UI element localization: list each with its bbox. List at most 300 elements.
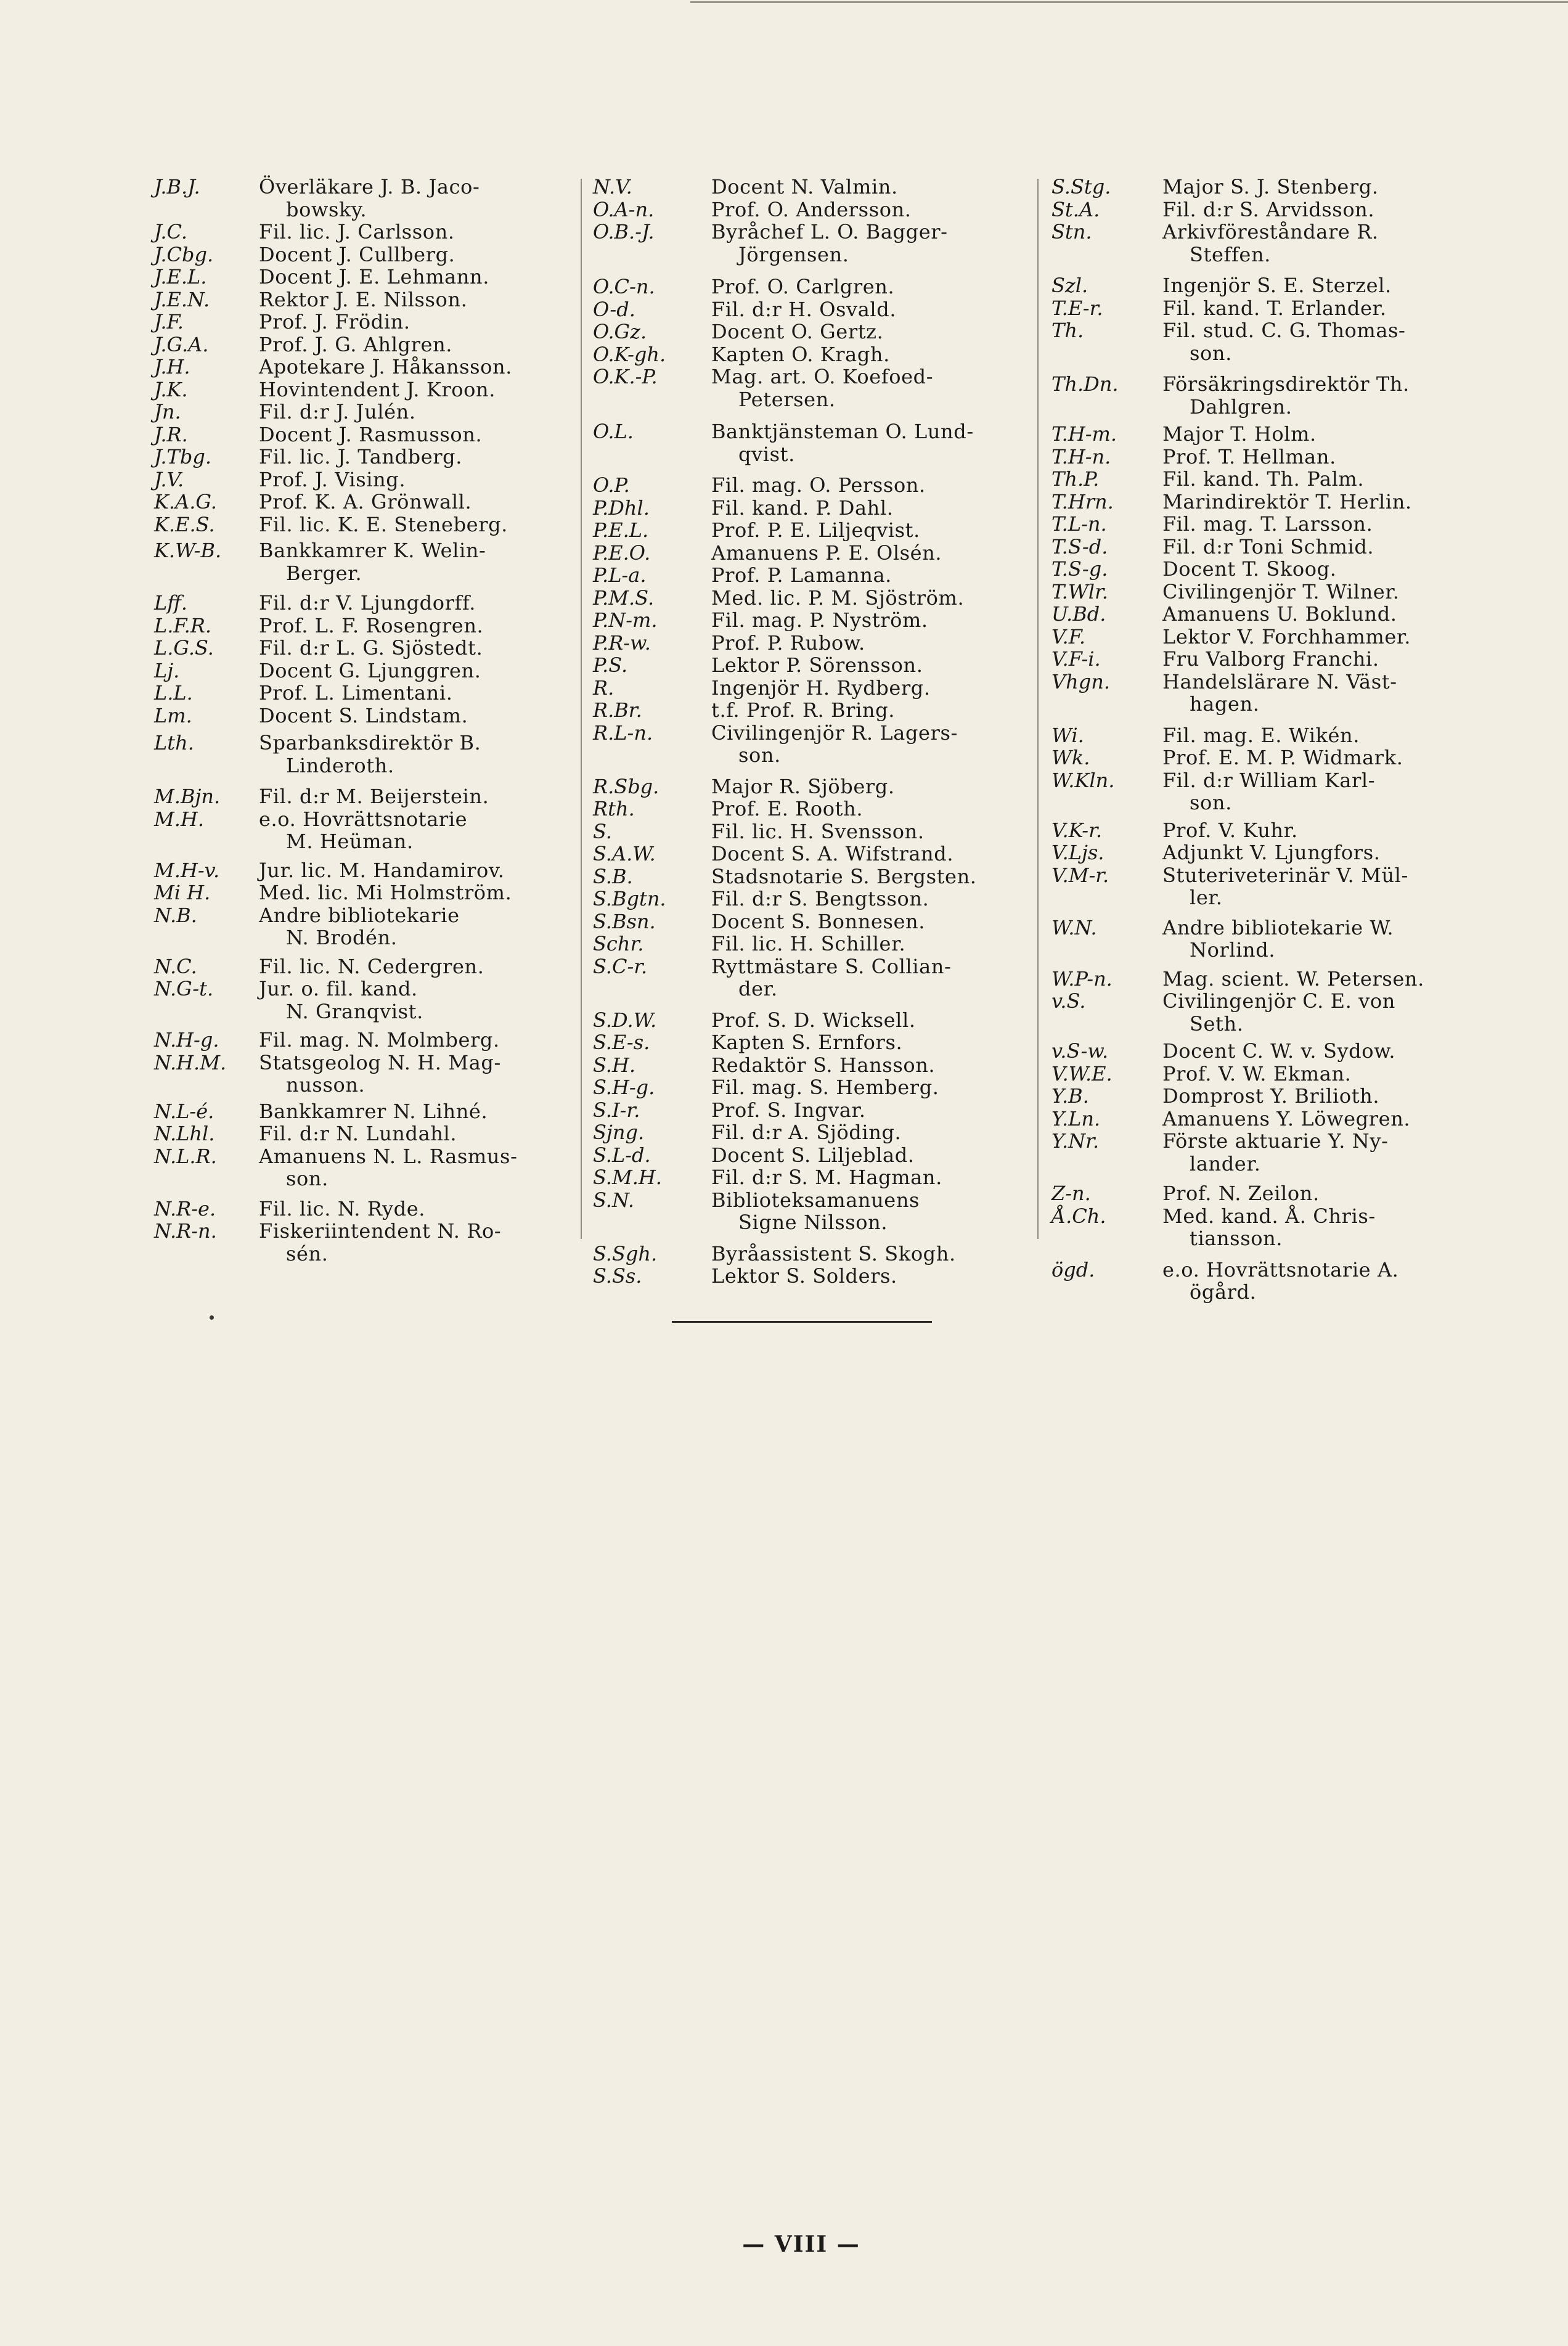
entry-full-name: Civilingenjör T. Wilner.: [1162, 579, 1400, 603]
entry-abbreviation: P.R-w.: [593, 631, 651, 655]
entry-full-name: Fil. mag. P. Nyström.: [711, 608, 928, 632]
abbreviation-entry: [593, 321, 1024, 343]
abbreviation-entry: [1051, 671, 1501, 716]
abbreviation-column-1: [154, 176, 579, 1265]
entry-abbreviation: Lff.: [154, 591, 188, 615]
entry-full-name: Fil. d:r William Karl- son.: [1162, 768, 1376, 814]
abbreviation-entry: [154, 1220, 579, 1265]
abbreviation-entry: [1051, 968, 1501, 991]
abbreviation-entry: [154, 266, 579, 288]
entry-full-name: Docent S. Bonnesen.: [711, 909, 926, 933]
entry-abbreviation: W.Kln.: [1051, 768, 1115, 792]
entry-abbreviation: P.N-m.: [593, 608, 658, 632]
entry-abbreviation: S.Ss.: [593, 1264, 642, 1288]
entry-abbreviation: S.N.: [593, 1188, 635, 1212]
abbreviation-entry: [154, 1122, 579, 1145]
abbreviation-entry: [154, 288, 579, 311]
entry-abbreviation: ögd.: [1051, 1257, 1095, 1281]
entry-full-name: Prof. P. E. Liljeqvist.: [711, 518, 920, 542]
abbreviation-entry: [1051, 373, 1501, 418]
entry-full-name: Ryttmästare S. Collian- der.: [711, 954, 952, 1000]
entry-abbreviation: V.K-r.: [1051, 818, 1103, 842]
entry-abbreviation: Lm.: [154, 703, 192, 727]
entry-full-name: e.o. Hovrättsnotarie M. Heüman.: [259, 807, 468, 853]
abbreviation-entry: [154, 637, 579, 660]
abbreviation-entry: [593, 1031, 1024, 1054]
entry-full-name: Lektor P. Sörensson.: [711, 653, 923, 677]
entry-full-name: Statsgeolog N. H. Mag- nusson.: [259, 1050, 501, 1097]
entry-full-name: Med. lic. P. M. Sjöström.: [711, 586, 965, 610]
entry-abbreviation: Lth.: [154, 731, 194, 754]
entry-full-name: Lektor V. Forchhammer.: [1162, 624, 1411, 648]
entry-full-name: Prof. S. D. Wicksell.: [711, 1008, 916, 1032]
abbreviation-entry: [593, 1243, 1024, 1265]
entry-abbreviation: Y.Nr.: [1051, 1129, 1100, 1153]
entry-abbreviation: Lj.: [154, 658, 180, 682]
abbreviation-entry: [1051, 513, 1501, 536]
entry-full-name: Rektor J. E. Nilsson.: [259, 287, 468, 311]
entry-full-name: Prof. L. Limentani.: [259, 681, 453, 705]
entry-abbreviation: S.A.W.: [593, 842, 656, 865]
entry-full-name: Prof. S. Ingvar.: [711, 1098, 866, 1122]
entry-full-name: Fil. d:r H. Osvald.: [711, 297, 897, 321]
entry-abbreviation: S.H-g.: [593, 1076, 655, 1099]
abbreviation-entry: [1051, 769, 1501, 814]
entry-full-name: Andre bibliotekarie N. Brodén.: [259, 903, 460, 949]
abbreviation-entry: [154, 423, 579, 446]
entry-full-name: Apotekare J. Håkansson.: [259, 355, 512, 378]
entry-full-name: Överläkare J. B. Jaco- bowsky.: [259, 175, 480, 221]
entry-full-name: Docent T. Skoog.: [1162, 557, 1337, 581]
entry-full-name: Prof. J. Frödin.: [259, 310, 410, 333]
entry-abbreviation: Th.Dn.: [1051, 372, 1119, 396]
abbreviation-entry: [593, 474, 1024, 497]
entry-full-name: Lektor S. Solders.: [711, 1264, 897, 1288]
entry-abbreviation: T.H-n.: [1051, 444, 1111, 468]
entry-abbreviation: J.V.: [154, 467, 184, 491]
entry-abbreviation: St.A.: [1051, 197, 1100, 221]
entry-full-name: Docent J. Cullberg.: [259, 242, 455, 266]
entry-full-name: Amanuens Y. Löwegren.: [1162, 1106, 1411, 1130]
entry-full-name: Domprost Y. Brilioth.: [1162, 1084, 1380, 1108]
abbreviation-entry: [593, 298, 1024, 321]
entry-full-name: Prof. P. Rubow.: [711, 631, 865, 655]
abbreviation-entry: [1051, 990, 1501, 1035]
entry-abbreviation: Mi H.: [154, 881, 211, 904]
abbreviation-entry: [593, 420, 1024, 465]
abbreviation-entry: [1051, 558, 1501, 581]
entry-abbreviation: N.R-n.: [154, 1219, 217, 1243]
entry-full-name: Bankkamrer N. Lihné.: [259, 1099, 488, 1123]
entry-abbreviation: J.K.: [154, 377, 188, 401]
entry-full-name: Fil. lic. H. Schiller.: [711, 932, 906, 955]
entry-full-name: Amanuens P. E. Olsén.: [711, 541, 942, 565]
entry-abbreviation: Rth.: [593, 797, 635, 820]
entry-abbreviation: J.B.J.: [154, 175, 200, 198]
entry-abbreviation: Szl.: [1051, 274, 1088, 297]
entry-full-name: Prof. V. Kuhr.: [1162, 818, 1298, 842]
abbreviation-entry: [1051, 274, 1501, 297]
entry-abbreviation: O.K-gh.: [593, 342, 666, 366]
entry-full-name: Banktjänsteman O. Lund- qvist.: [711, 420, 974, 466]
abbreviation-entry: [1051, 423, 1501, 446]
entry-abbreviation: L.G.S.: [154, 636, 214, 660]
abbreviation-entry: [593, 1166, 1024, 1189]
abbreviation-entry: [1051, 603, 1501, 626]
abbreviation-entry: [1051, 1040, 1501, 1063]
entry-full-name: Med. kand. Å. Chris- tiansson.: [1162, 1204, 1376, 1250]
stray-dot: [210, 1315, 214, 1320]
entry-full-name: Prof. L. F. Rosengren.: [259, 613, 484, 637]
abbreviation-entry: [593, 888, 1024, 910]
entry-full-name: Arkivföreståndare R. Steffen.: [1162, 220, 1379, 266]
entry-abbreviation: T.Hrn.: [1051, 489, 1114, 513]
entry-abbreviation: Stn.: [1051, 220, 1092, 243]
entry-abbreviation: R.Sbg.: [593, 774, 659, 798]
entry-full-name: Fil. mag. S. Hemberg.: [711, 1076, 939, 1099]
abbreviation-entry: [154, 539, 579, 584]
entry-full-name: Stuteriveterinär V. Mül- ler.: [1162, 863, 1408, 909]
abbreviation-entry: [154, 808, 579, 853]
entry-full-name: Fil. d:r N. Lundahl.: [259, 1122, 457, 1145]
entry-abbreviation: v.S-w.: [1051, 1039, 1109, 1063]
abbreviation-entry: [1051, 1182, 1501, 1205]
entry-abbreviation: T.Wlr.: [1051, 579, 1108, 603]
column-divider-1: [581, 179, 582, 1239]
entry-abbreviation: S.Sgh.: [593, 1241, 658, 1265]
abbreviation-entry: [1051, 648, 1501, 671]
abbreviation-entry: [154, 243, 579, 266]
abbreviation-entry: [154, 1052, 579, 1097]
abbreviation-entry: [154, 881, 579, 904]
entry-abbreviation: N.V.: [593, 175, 632, 198]
abbreviation-entry: [593, 519, 1024, 542]
entry-abbreviation: N.B.: [154, 903, 197, 927]
abbreviation-entry: [593, 1121, 1024, 1144]
abbreviation-entry: [593, 865, 1024, 888]
entry-abbreviation: J.E.N.: [154, 287, 210, 311]
abbreviation-entry: [1051, 446, 1501, 468]
entry-full-name: Bankkamrer K. Welin- Berger.: [259, 539, 486, 585]
entry-abbreviation: V.W.E.: [1051, 1061, 1113, 1085]
entry-full-name: Fil. lic. K. E. Steneberg.: [259, 512, 508, 536]
abbreviation-entry: [1051, 1205, 1501, 1250]
entry-full-name: e.o. Hovrättsnotarie A. ögård.: [1162, 1257, 1399, 1304]
entry-abbreviation: K.E.S.: [154, 512, 215, 536]
entry-full-name: Fil. mag. T. Larsson.: [1162, 512, 1373, 536]
abbreviation-entry: [154, 592, 579, 615]
entry-abbreviation: P.E.O.: [593, 541, 651, 565]
entry-abbreviation: L.L.: [154, 681, 193, 705]
entry-abbreviation: S.H.: [593, 1053, 636, 1077]
abbreviation-entry: [593, 722, 1024, 767]
entry-abbreviation: V.Ljs.: [1051, 841, 1105, 864]
abbreviation-entry: [154, 491, 579, 513]
entry-full-name: Fil. kand. P. Dahl.: [711, 496, 894, 520]
abbreviation-entry: [154, 978, 579, 1023]
entry-full-name: Prof. J. Vising.: [259, 467, 406, 491]
entry-abbreviation: Å.Ch.: [1051, 1204, 1106, 1228]
entry-full-name: Prof. E. Rooth.: [711, 797, 864, 820]
entry-abbreviation: Y.B.: [1051, 1084, 1089, 1108]
entry-full-name: Docent G. Ljunggren.: [259, 658, 481, 682]
abbreviation-entry: [593, 933, 1024, 955]
entry-full-name: Fil. mag. E. Wikén.: [1162, 723, 1360, 747]
abbreviation-entry: [1051, 626, 1501, 648]
abbreviation-entry: [593, 609, 1024, 632]
entry-full-name: Civilingenjör C. E. von Seth.: [1162, 989, 1395, 1036]
abbreviation-entry: [154, 1029, 579, 1052]
entry-abbreviation: R.L-n.: [593, 721, 653, 745]
entry-full-name: Fil. d:r S. Arvidsson.: [1162, 197, 1375, 221]
abbreviation-entry: [593, 176, 1024, 198]
entry-abbreviation: K.A.G.: [154, 490, 217, 513]
abbreviation-entry: [154, 311, 579, 333]
abbreviation-entry: [1051, 1259, 1501, 1304]
abbreviation-entry: [593, 1189, 1024, 1234]
entry-full-name: Fil. kand. Th. Palm.: [1162, 467, 1365, 491]
entry-full-name: Prof. K. A. Grönwall.: [259, 490, 472, 513]
entry-full-name: Prof. T. Hellman.: [1162, 444, 1336, 468]
abbreviation-entry: [593, 343, 1024, 366]
abbreviation-entry: [593, 276, 1024, 298]
entry-abbreviation: T.S-g.: [1051, 557, 1108, 581]
entry-abbreviation: N.R-e.: [154, 1196, 216, 1220]
entry-abbreviation: V.F-i.: [1051, 647, 1101, 671]
abbreviation-entry: [1051, 468, 1501, 491]
entry-abbreviation: Wk.: [1051, 746, 1090, 769]
abbreviation-entry: [1051, 221, 1501, 266]
entry-abbreviation: N.H.M.: [154, 1050, 227, 1074]
abbreviation-entry: [154, 732, 579, 777]
abbreviation-entry: [1051, 297, 1501, 320]
entry-abbreviation: S.: [593, 819, 612, 843]
entry-full-name: Civilingenjör R. Lagers- son.: [711, 721, 958, 767]
entry-abbreviation: Th.: [1051, 319, 1084, 342]
entry-abbreviation: O.K.-P.: [593, 365, 658, 388]
abbreviation-entry: [1051, 841, 1501, 864]
page-number: — VIII —: [742, 2231, 860, 2257]
entry-abbreviation: S.E-s.: [593, 1031, 650, 1054]
entry-full-name: t.f. Prof. R. Bring.: [711, 698, 895, 722]
abbreviation-entry: [154, 904, 579, 949]
abbreviation-entry: [1051, 1085, 1501, 1108]
abbreviation-entry: [593, 198, 1024, 221]
abbreviation-entry: [593, 843, 1024, 865]
entry-full-name: Fil. lic. N. Cedergren.: [259, 954, 484, 978]
entry-abbreviation: V.F.: [1051, 624, 1086, 648]
entry-abbreviation: N.H-g.: [154, 1028, 219, 1052]
entry-abbreviation: O.P.: [593, 473, 630, 497]
entry-abbreviation: P.M.S.: [593, 586, 655, 610]
entry-full-name: Docent J. E. Lehmann.: [259, 265, 490, 288]
abbreviation-entry: [1051, 917, 1501, 962]
entry-full-name: Fil. lic. H. Svensson.: [711, 819, 925, 843]
entry-abbreviation: S.Stg.: [1051, 175, 1111, 198]
entry-full-name: Prof. P. Lamanna.: [711, 563, 892, 587]
abbreviation-entry: [593, 1076, 1024, 1099]
entry-abbreviation: M.H.: [154, 807, 205, 831]
entry-abbreviation: O.A-n.: [593, 197, 655, 221]
entry-abbreviation: O.C-n.: [593, 275, 655, 298]
entry-abbreviation: P.S.: [593, 653, 628, 677]
entry-full-name: Docent S. Liljeblad.: [711, 1143, 915, 1167]
entry-abbreviation: Th.P.: [1051, 467, 1100, 491]
entry-abbreviation: Z-n.: [1051, 1182, 1091, 1205]
entry-abbreviation: R.: [593, 676, 615, 700]
abbreviation-entry: [593, 1265, 1024, 1288]
abbreviation-column-2: [593, 176, 1024, 1288]
entry-abbreviation: T.S-d.: [1051, 534, 1108, 558]
entry-full-name: Försäkringsdirektör Th. Dahlgren.: [1162, 372, 1410, 419]
entry-abbreviation: M.Bjn.: [154, 785, 221, 808]
entry-full-name: Fil. d:r A. Sjöding.: [711, 1121, 902, 1144]
entry-full-name: Fil. d:r S. Bengtsson.: [711, 887, 929, 910]
entry-abbreviation: K.W-B.: [154, 539, 222, 562]
entry-full-name: Major S. J. Stenberg.: [1162, 175, 1379, 198]
entry-full-name: Hovintendent J. Kroon.: [259, 377, 496, 401]
entry-full-name: Med. lic. Mi Holmström.: [259, 881, 512, 904]
entry-full-name: Fil. d:r S. M. Hagman.: [711, 1166, 942, 1189]
top-edge-rule: [690, 1, 1568, 3]
entry-abbreviation: Wi.: [1051, 723, 1084, 747]
entry-full-name: Amanuens U. Boklund.: [1162, 602, 1397, 626]
entry-abbreviation: S.Bsn.: [593, 909, 656, 933]
entry-abbreviation: T.L-n.: [1051, 512, 1107, 536]
abbreviation-entry: [154, 859, 579, 882]
abbreviation-entry: [154, 615, 579, 637]
abbreviation-entry: [154, 378, 579, 401]
entry-full-name: Redaktör S. Hansson.: [711, 1053, 936, 1077]
entry-full-name: Fiskeriintendent N. Ro- sén.: [259, 1219, 502, 1265]
entry-abbreviation: O.Gz.: [593, 320, 647, 343]
entry-full-name: Kapten O. Kragh.: [711, 342, 890, 366]
abbreviation-entry: [593, 542, 1024, 565]
entry-abbreviation: L.F.R.: [154, 613, 212, 637]
abbreviation-entry: [593, 654, 1024, 677]
entry-full-name: Fil. d:r M. Beijerstein.: [259, 785, 489, 808]
abbreviation-entry: [593, 955, 1024, 1000]
abbreviation-entry: [593, 820, 1024, 843]
abbreviation-entry: [1051, 536, 1501, 558]
entry-abbreviation: T.E-r.: [1051, 296, 1103, 320]
abbreviation-entry: [154, 333, 579, 356]
abbreviation-entry: [154, 356, 579, 378]
abbreviation-entry: [1051, 1130, 1501, 1175]
entry-abbreviation: J.Tbg.: [154, 445, 211, 468]
entry-abbreviation: Vhgn.: [1051, 669, 1110, 693]
entry-full-name: Fil. kand. T. Erlander.: [1162, 296, 1387, 320]
abbreviation-entry: [1051, 198, 1501, 221]
entry-full-name: Marindirektör T. Herlin.: [1162, 489, 1412, 513]
abbreviation-entry: [1051, 1108, 1501, 1130]
entry-abbreviation: T.H-m.: [1051, 422, 1117, 446]
entry-full-name: Fru Valborg Franchi.: [1162, 647, 1379, 671]
entry-full-name: Jur. o. fil. kand. N. Granqvist.: [259, 977, 423, 1023]
end-separator-rule: [672, 1321, 932, 1323]
abbreviation-entry: [154, 705, 579, 727]
entry-full-name: Jur. lic. M. Handamirov.: [259, 858, 505, 882]
entry-abbreviation: S.D.W.: [593, 1008, 657, 1032]
entry-full-name: Ingenjör S. E. Sterzel.: [1162, 274, 1392, 297]
entry-abbreviation: v.S.: [1051, 989, 1086, 1013]
entry-full-name: Fil. lic. N. Ryde.: [259, 1196, 426, 1220]
entry-abbreviation: N.Lhl.: [154, 1122, 215, 1145]
entry-abbreviation: W.N.: [1051, 915, 1097, 939]
entry-abbreviation: R.Br.: [593, 698, 642, 722]
abbreviation-entry: [593, 798, 1024, 820]
entry-full-name: Förste aktuarie Y. Ny- lander.: [1162, 1129, 1389, 1175]
abbreviation-entry: [593, 677, 1024, 700]
abbreviation-entry: [593, 1144, 1024, 1167]
entry-abbreviation: O.L.: [593, 420, 634, 443]
entry-full-name: Docent S. A. Wifstrand.: [711, 842, 954, 865]
abbreviation-entry: [154, 221, 579, 243]
abbreviation-entry: [1051, 724, 1501, 747]
abbreviation-entry: [154, 955, 579, 978]
abbreviation-entry: [154, 468, 579, 491]
abbreviation-entry: [593, 775, 1024, 798]
abbreviation-entry: [154, 660, 579, 682]
entry-full-name: Fil. lic. J. Carlsson.: [259, 220, 455, 243]
entry-full-name: Docent O. Gertz.: [711, 320, 884, 343]
abbreviation-entry: [154, 513, 579, 536]
abbreviation-entry: [1051, 581, 1501, 603]
abbreviation-entry: [593, 1099, 1024, 1122]
entry-full-name: Byråchef L. O. Bagger- Jörgensen.: [711, 220, 948, 266]
column-divider-2: [1037, 179, 1039, 1239]
abbreviation-entry: [593, 632, 1024, 655]
entry-full-name: Prof. O. Carlgren.: [711, 275, 895, 298]
abbreviation-entry: [1051, 491, 1501, 513]
abbreviation-entry: [154, 785, 579, 808]
abbreviation-entry: [154, 176, 579, 221]
entry-full-name: Byråassistent S. Skogh.: [711, 1241, 956, 1265]
entry-abbreviation: P.Dhl.: [593, 496, 650, 520]
entry-full-name: Mag. art. O. Koefoed- Petersen.: [711, 365, 934, 411]
abbreviation-entry: [154, 1100, 579, 1123]
entry-abbreviation: J.E.L.: [154, 265, 207, 288]
abbreviation-entry: [1051, 819, 1501, 842]
entry-abbreviation: J.C.: [154, 220, 188, 243]
entry-abbreviation: U.Bd.: [1051, 602, 1106, 626]
abbreviation-entry: [593, 1054, 1024, 1077]
entry-full-name: Adjunkt V. Ljungfors.: [1162, 841, 1381, 864]
entry-full-name: Major T. Holm.: [1162, 422, 1317, 446]
entry-full-name: Handelslärare N. Väst- hagen.: [1162, 669, 1397, 716]
abbreviation-entry: [593, 699, 1024, 722]
entry-abbreviation: S.I-r.: [593, 1098, 640, 1122]
abbreviation-entry: [593, 497, 1024, 520]
entry-abbreviation: N.G-t.: [154, 977, 214, 1000]
entry-full-name: Docent C. W. v. Sydow.: [1162, 1039, 1396, 1063]
entry-abbreviation: W.P-n.: [1051, 967, 1113, 991]
entry-abbreviation: J.H.: [154, 355, 190, 378]
entry-full-name: Fil. stud. C. G. Thomas- son.: [1162, 319, 1406, 365]
entry-full-name: Prof. N. Zeilon.: [1162, 1182, 1320, 1205]
entry-abbreviation: S.C-r.: [593, 954, 648, 978]
entry-full-name: Fil. mag. O. Persson.: [711, 473, 926, 497]
abbreviation-entry: [593, 564, 1024, 587]
entry-abbreviation: N.C.: [154, 954, 197, 978]
entry-abbreviation: S.B.: [593, 864, 633, 888]
entry-full-name: Fil. d:r Toni Schmid.: [1162, 534, 1374, 558]
entry-abbreviation: S.Bgtn.: [593, 887, 666, 910]
entry-full-name: Docent J. Rasmusson.: [259, 422, 483, 446]
entry-full-name: Sparbanksdirektör B. Linderoth.: [259, 731, 481, 777]
abbreviation-entry: [154, 1198, 579, 1220]
entry-full-name: Prof. J. G. Ahlgren.: [259, 332, 453, 356]
